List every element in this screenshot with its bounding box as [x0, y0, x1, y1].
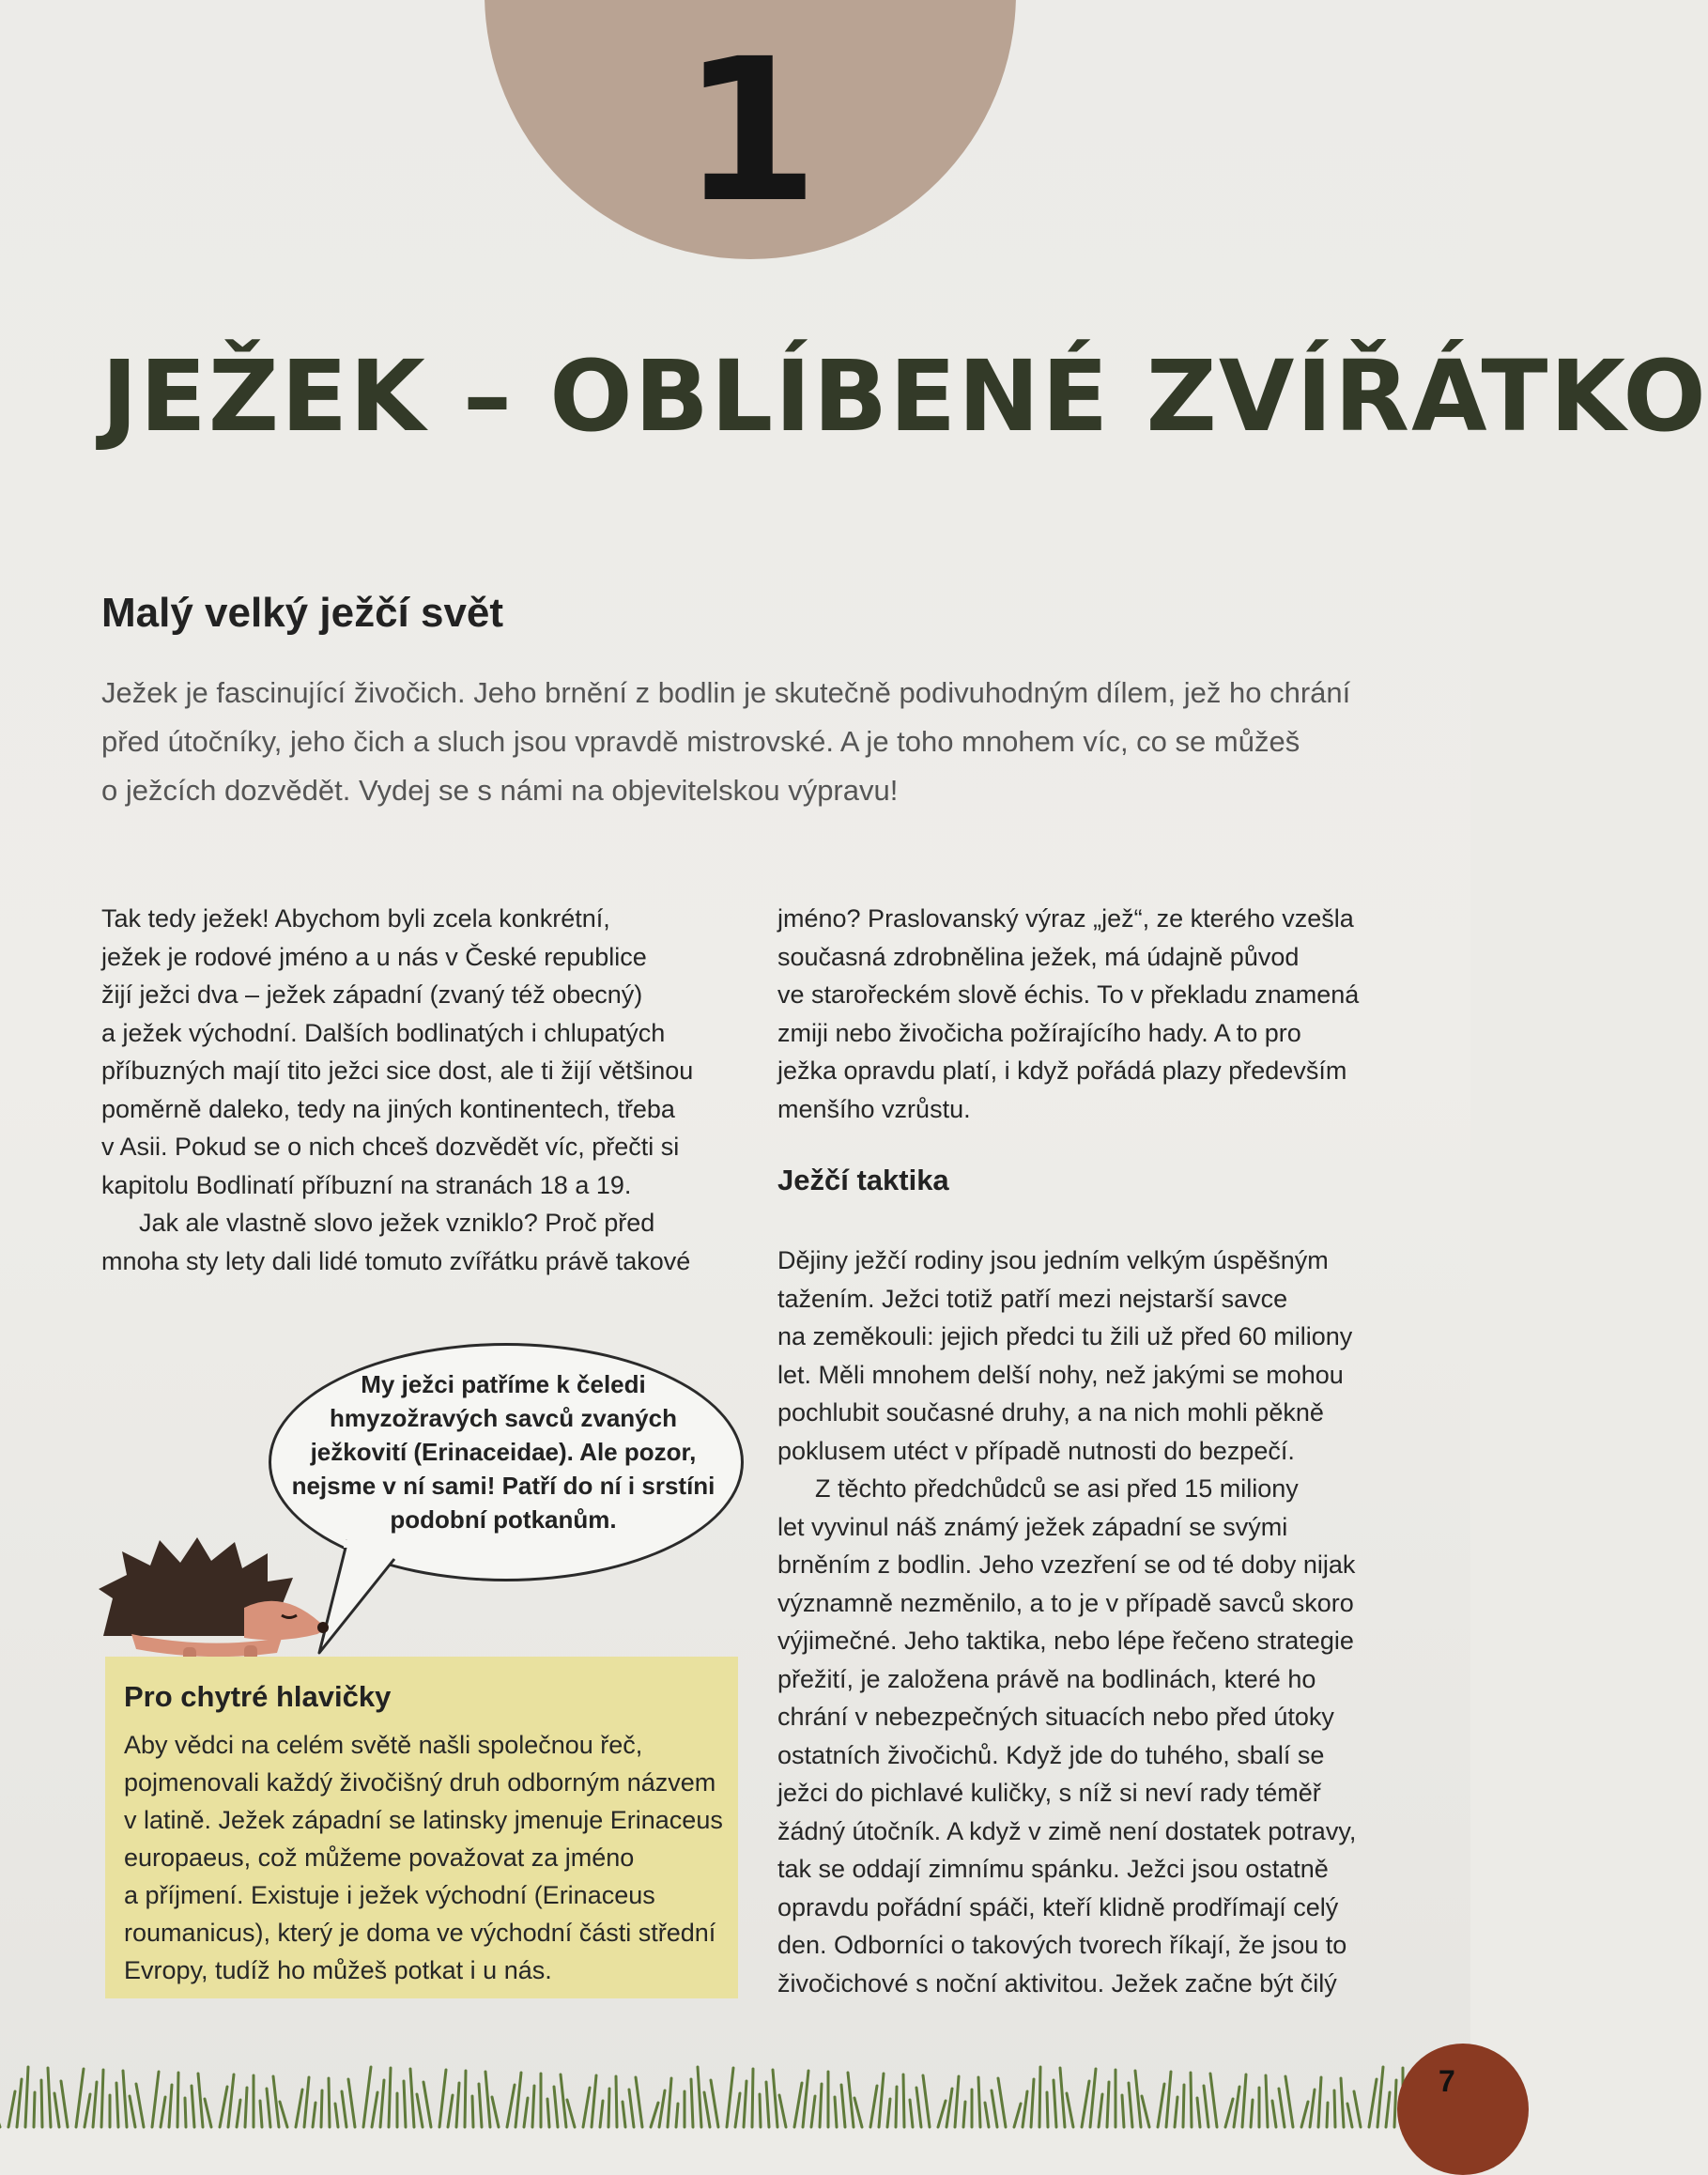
grass-blade: [1334, 2090, 1335, 2127]
bubble-line: hmyzožravých savců zvaných: [330, 1404, 677, 1432]
grass-blade: [296, 2090, 302, 2127]
grass-blade: [1142, 2096, 1149, 2127]
text-line: poměrně daleko, tedy na jiných kontinentech, třeba: [101, 1094, 675, 1123]
grass-blade: [313, 2103, 315, 2127]
grass-blade: [691, 2079, 693, 2127]
grass-blade: [1341, 2078, 1344, 2127]
grass-blade: [946, 2089, 952, 2127]
grass-blade: [25, 2067, 28, 2127]
grass-blade: [8, 2091, 15, 2127]
info-line: v latině. Ježek západní se latinsky jmenuje Erinaceus: [124, 1806, 723, 1834]
grass-blade: [916, 2088, 921, 2127]
grass-blade: [1386, 2092, 1390, 2127]
grass-blade: [835, 2097, 837, 2127]
grass-blade: [456, 2083, 459, 2127]
grass-blade: [766, 2082, 769, 2127]
grass-blade: [1135, 2071, 1141, 2127]
chapter-number: 1: [681, 16, 820, 246]
grass-blade: [448, 2095, 453, 2127]
grass-blade: [704, 2092, 710, 2127]
right-column-text-bottom: [777, 1242, 1416, 2002]
info-line: pojmenovali každý živočišný druh odborným názvem: [124, 1768, 716, 1797]
grass-blade: [198, 2074, 203, 2127]
grass-blade: [1279, 2089, 1285, 2127]
text-line: žádný útočník. A když v zimě není dostatek potravy,: [777, 1816, 1357, 1845]
text-line: ostatních živočichů. Když jde do tuhého, sbalí se: [777, 1740, 1325, 1769]
info-line: Evropy, tudíž ho můžeš potkat i u nás.: [124, 1956, 552, 1984]
grass-blade: [1204, 2086, 1208, 2127]
grass-blade: [54, 2093, 59, 2127]
grass-blade: [85, 2094, 90, 2127]
grass-blade: [1377, 2067, 1383, 2127]
grass-blade: [1242, 2075, 1246, 2127]
text-line: zmiji nebo živočicha požírajícího hady. A to pro: [777, 1018, 1301, 1047]
grass-blade: [93, 2082, 97, 2127]
info-box-body: [124, 1726, 725, 1989]
grass-blade: [136, 2084, 144, 2127]
grass-blade: [417, 2094, 423, 2127]
grass-blade: [879, 2074, 884, 2127]
text-line: přežití, je založena právě na bodlinách, které ho: [777, 1664, 1316, 1693]
text-line: žijí ježci dva – ježek západní (zvaný též obecný): [101, 980, 643, 1009]
grass-blade: [123, 2071, 127, 2127]
grass-blade: [372, 2092, 377, 2127]
grass-blade: [321, 2090, 322, 2127]
speech-bubble-text: [278, 1367, 729, 1536]
grass-blade: [1090, 2069, 1096, 2127]
grass-blade: [152, 2072, 159, 2127]
info-line: Aby vědci na celém světě našli společnou řeč,: [124, 1731, 643, 1759]
grass-blade: [1354, 2091, 1361, 2127]
grass-blade: [363, 2067, 371, 2127]
grass-blade: [1310, 2090, 1315, 2127]
text-line: Dějiny ježčí rodiny jsou jedním velkým úspěšným: [777, 1246, 1329, 1274]
text-line: tažením. Ježci totiž patří mezi nejstarší savce: [777, 1284, 1288, 1313]
text-line: současná zdrobnělina ježek, má údajně původ: [777, 942, 1300, 971]
text-line: živočichové s noční aktivitou. Ježek začne být čilý: [777, 1968, 1337, 1998]
hedgehog-icon: [94, 1533, 338, 1664]
grass-blade: [1225, 2099, 1233, 2127]
grass-blade: [1285, 2076, 1293, 2127]
grass-blade: [1347, 2104, 1352, 2127]
grass-blade: [1210, 2074, 1217, 2127]
text-line: ježka opravdu platí, i když pořádá plazy především: [777, 1057, 1347, 1085]
grass-blade: [794, 2083, 802, 2127]
grass-blade: [955, 2076, 959, 2127]
grass-blade: [192, 2086, 194, 2127]
grass-blade: [507, 2085, 515, 2127]
grass-blade: [48, 2068, 51, 2127]
grass-blade: [887, 2099, 890, 2127]
grass-blade: [1369, 2079, 1377, 2127]
text-line: mnoha sty lety dali lidé tomuto zvířátku právě takové: [101, 1246, 691, 1275]
grass-blade: [554, 2087, 558, 2127]
grass-blade: [1318, 2077, 1321, 2127]
grass-blade: [380, 2080, 384, 2127]
grass-blade: [711, 2080, 718, 2127]
grass-blade: [1158, 2084, 1164, 2127]
text-line: den. Odborníci o takových tvorech říkají, že jsou to: [777, 1931, 1347, 1959]
text-line: na zeměkouli: jejich předci tu žili už před 60 miliony: [777, 1322, 1353, 1350]
grass-blade: [237, 2100, 240, 2127]
grass-blade: [177, 2073, 178, 2127]
grass-blade: [304, 2077, 309, 2127]
text-line: Jak ale vlastně slovo ježek vzniklo? Proč před: [139, 1209, 655, 1237]
grass-blade: [668, 2078, 671, 2127]
grass-blade: [735, 2093, 740, 2127]
text-line: Z těchto předchůdců se asi před 15 miliony: [815, 1474, 1299, 1503]
grass-blade: [267, 2089, 270, 2127]
grass-blade: [896, 2087, 897, 2127]
right-column-text-top: [777, 900, 1416, 1128]
intro-line: o ježcích dozvědět. Vydej se s námi na objevitelskou výpravu!: [101, 774, 899, 807]
grass-blade: [342, 2091, 346, 2127]
grass-blade: [779, 2095, 786, 2127]
grass-blade: [752, 2069, 753, 2127]
grass-blade: [34, 2092, 35, 2127]
grass-blade: [1266, 2075, 1268, 2127]
grass-blade: [1082, 2081, 1089, 2127]
intro-line: před útočníky, jeho čich a sluch jsou vpravdě mistrovské. A je toho mnohem víc, co se můžeš: [101, 725, 1300, 758]
grass-blade: [727, 2068, 733, 2127]
text-line: pochlubit současné druhy, a na nich mohli pěkně: [777, 1398, 1324, 1427]
grass-blade: [41, 2080, 42, 2127]
grass-blade: [567, 2100, 575, 2127]
text-line: menšího vzrůstu.: [777, 1094, 971, 1123]
subheading-jezci-taktika: Ježčí taktika: [777, 1164, 949, 1196]
text-line: a ježek východní. Dalších bodlinatých i chlupatých: [101, 1018, 666, 1047]
grass-blade: [169, 2085, 172, 2127]
grass-blade: [260, 2101, 262, 2127]
grass-blade: [273, 2076, 279, 2127]
grass-blade: [1301, 2102, 1308, 2127]
grass-blade: [698, 2067, 701, 2127]
grass-blade: [820, 2084, 822, 2127]
intro-paragraph: [101, 669, 1351, 815]
grass-blade: [1039, 2067, 1040, 2127]
grass-blade: [659, 2090, 665, 2127]
grass-blade: [903, 2075, 904, 2127]
grass-blade: [472, 2096, 473, 2127]
grass-blade: [404, 2081, 406, 2127]
grass-blade: [561, 2075, 566, 2127]
text-line: Tak tedy ježek! Abychom byli zcela konkrétní,: [101, 904, 610, 933]
grass-blade: [616, 2076, 617, 2127]
page-number: 7: [1439, 2064, 1455, 2098]
grass-blade: [1023, 2091, 1027, 2127]
bubble-line: podobní potkanům.: [390, 1505, 617, 1534]
grass-blade: [583, 2088, 590, 2127]
grass-blade: [348, 2079, 355, 2127]
grass-blade: [524, 2098, 528, 2127]
info-line: europaeus, což můžeme považovat za jméno: [124, 1843, 635, 1872]
grass-blade: [608, 2089, 609, 2127]
text-line: opravdu pořádní spáči, kteří klidně prodřímají celý: [777, 1892, 1339, 1921]
grass-blade: [492, 2097, 499, 2127]
section-heading: Malý velký ježčí svět: [101, 590, 504, 636]
grass-blade: [1251, 2100, 1253, 2127]
grass-blade: [465, 2071, 466, 2127]
grass-blade: [485, 2072, 490, 2127]
grass-blade: [1099, 2094, 1102, 2127]
grass-blade: [185, 2098, 186, 2127]
bubble-line: ježkovití (Erinaceidae). Ale pozor,: [310, 1438, 697, 1466]
grass-blade: [1197, 2098, 1200, 2127]
grass-blade: [1129, 2083, 1132, 2127]
grass-blade: [1327, 2103, 1328, 2127]
grass-blade: [1191, 2073, 1192, 2127]
text-line: let vyvinul náš známý ježek západní se svými: [777, 1512, 1288, 1541]
grass-blade: [636, 2077, 642, 2127]
grass-blade: [629, 2090, 634, 2127]
grass-blade: [760, 2094, 761, 2127]
grass-blade: [803, 2071, 808, 2127]
grass-blade: [841, 2085, 845, 2127]
grass-blade: [978, 2077, 980, 2127]
grass-blade: [992, 2090, 997, 2127]
text-line: výjimečné. Jeho taktika, nebo lépe řečeno strategie: [777, 1627, 1354, 1655]
text-line: ježci do pichlavé kuličky, s níž si neví rady téměř: [777, 1779, 1321, 1807]
text-line: kapitolu Bodlinatí příbuzní na stranách 18 a 19.: [101, 1170, 632, 1199]
text-line: tak se oddají zimnímu spánku. Ježci jsou ostatně: [777, 1855, 1329, 1883]
grass-blade: [76, 2069, 84, 2127]
text-line: chrání v nebezpečných situacích nebo před útoky: [777, 1703, 1334, 1731]
grass-blade: [220, 2087, 227, 2127]
grass-blade: [998, 2078, 1006, 2127]
grass-blade: [870, 2086, 877, 2127]
chapter-title: JEŽEK – OBLÍBENÉ ZVÍŘÁTKO: [101, 339, 1708, 454]
grass-blade: [1060, 2068, 1065, 2127]
grass-blade: [515, 2073, 521, 2127]
text-line: ježek je rodové jméno a u nás v České republice: [101, 942, 647, 971]
grass-blade: [329, 2078, 330, 2127]
grass-blade: [1175, 2097, 1177, 2127]
text-line: v Asii. Pokud se o nich chceš dozvědět víc, přečti si: [101, 1133, 680, 1161]
grass-blade: [651, 2103, 658, 2127]
grass-blade: [744, 2081, 746, 2127]
grass-blade: [773, 2070, 777, 2127]
grass-blade: [1054, 2080, 1056, 2127]
grass-blade: [423, 2082, 431, 2127]
grass-blade: [389, 2068, 391, 2127]
grass-blade: [1067, 2093, 1073, 2127]
grass-blade: [923, 2075, 930, 2127]
grass-blade: [532, 2086, 534, 2127]
grass-blade: [1031, 2079, 1034, 2127]
grass-blade: [479, 2084, 482, 2127]
text-line: příbuzných mají tito ježci sice dost, ale ti žijí většinou: [101, 1057, 694, 1085]
grass-blade: [228, 2075, 234, 2127]
info-line: a příjmení. Existuje i ježek východní (Erinaceus: [124, 1881, 655, 1909]
text-line: jméno? Praslovanský výraz „jež“, ze kterého vzešla: [777, 904, 1354, 933]
grass-blade: [1107, 2082, 1109, 2127]
grass-blade: [985, 2103, 989, 2127]
grass-blade: [1183, 2085, 1184, 2127]
text-line: let. Měli mnohem delší nohy, než jakými se mohou: [777, 1360, 1344, 1389]
grass-blade: [1014, 2104, 1021, 2127]
text-line: brněním z bodlin. Jeho vzezření se od té doby nijak: [777, 1550, 1356, 1579]
grass-blade: [1047, 2092, 1048, 2127]
grass-blade: [17, 2079, 22, 2127]
grass-blade: [963, 2102, 965, 2127]
page-number-badge: [1397, 2044, 1529, 2175]
info-line: roumanicus), který je doma ve východní části střední: [124, 1919, 716, 1947]
text-line: ve starořeckém slově échis. To v překladu znamená: [777, 980, 1360, 1009]
grass-decoration-icon: [0, 2062, 1470, 2127]
grass-blade: [101, 2070, 103, 2127]
grass-blade: [1234, 2087, 1239, 2127]
grass-blade: [161, 2097, 165, 2127]
grass-blade: [280, 2102, 287, 2127]
grass-blade: [335, 2104, 338, 2127]
grass-blade: [592, 2075, 596, 2127]
grass-blade: [811, 2096, 815, 2127]
grass-blade: [245, 2088, 247, 2127]
bubble-line: nejsme v ní sami! Patří do ní i srstíni: [291, 1472, 716, 1500]
text-line: významně nezměnilo, a to je v případě savců skoro: [777, 1588, 1354, 1617]
grass-blade: [547, 2099, 549, 2127]
grass-blade: [848, 2073, 854, 2127]
grass-blade: [910, 2100, 913, 2127]
grass-blade: [116, 2083, 118, 2127]
left-column-text: [101, 900, 721, 1280]
grass-blade: [600, 2101, 603, 2127]
grass-blade: [854, 2098, 862, 2127]
grass-blade: [623, 2102, 625, 2127]
grass-blade: [938, 2101, 946, 2127]
grass-blade: [130, 2096, 135, 2127]
grass-blade: [410, 2069, 414, 2127]
grass-blade: [1122, 2095, 1124, 2127]
grass-blade: [676, 2104, 678, 2127]
bubble-line: My ježci patříme k čeledi: [361, 1370, 646, 1398]
grass-blade: [439, 2070, 446, 2127]
grass-blade: [61, 2081, 68, 2127]
grass-blade: [205, 2099, 211, 2127]
text-line: poklusem utéct v případě nutnosti do bezpečí.: [777, 1436, 1295, 1465]
grass-blade: [1272, 2101, 1276, 2127]
intro-line: Ježek je fascinující živočich. Jeho brnění z bodlin je skutečně podivuhodným dílem, jež ho chrání: [101, 676, 1351, 709]
info-box-title: Pro chytré hlavičky: [124, 1680, 392, 1713]
grass-blade: [1394, 2080, 1396, 2127]
grass-blade: [1166, 2072, 1171, 2127]
